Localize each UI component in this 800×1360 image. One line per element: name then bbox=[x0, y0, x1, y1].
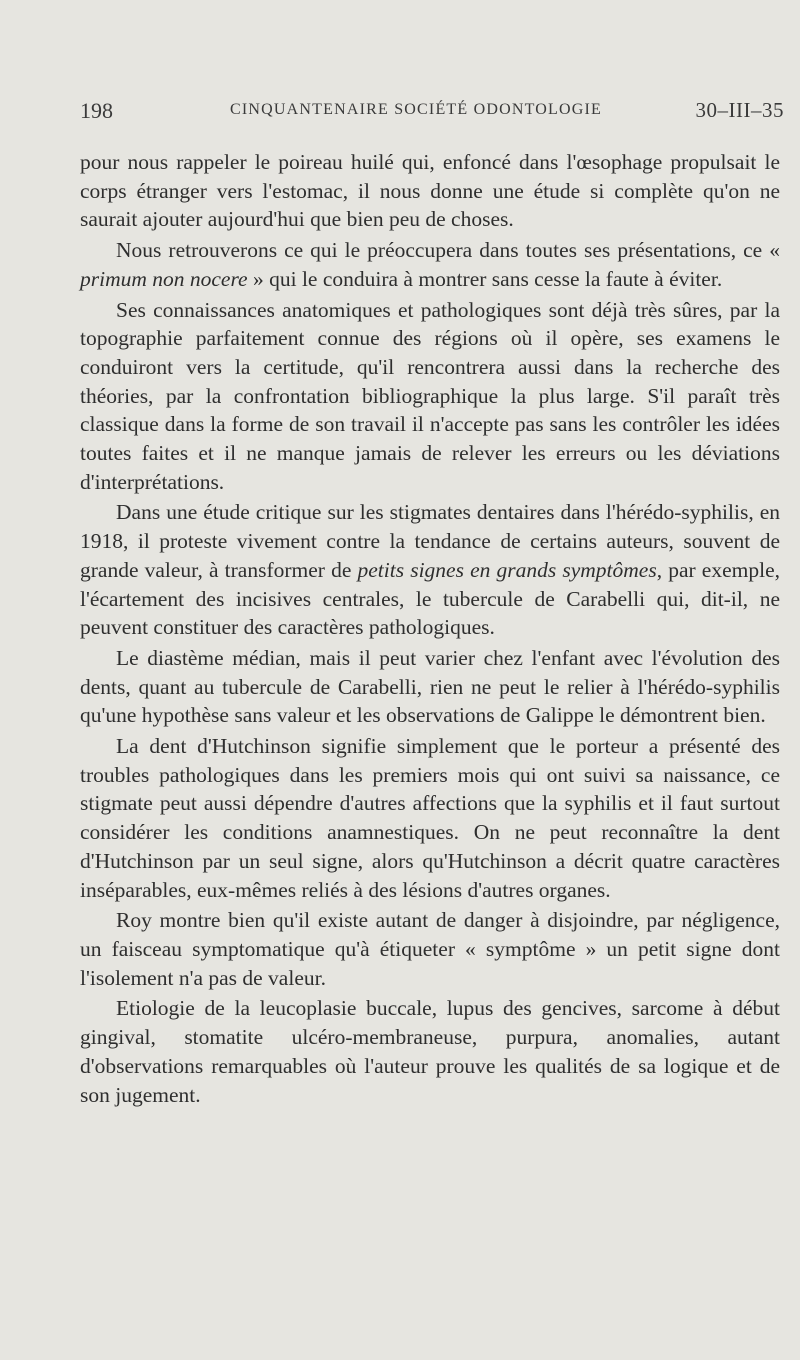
paragraph-7: Roy montre bien qu'il existe autant de danger à disjoindre, par négligence, un faisceau symptomatique qu'à étiqueter « symptôme » un petit signe dont l'isolement n'a pas de valeur. bbox=[80, 908, 780, 990]
issue-date: 30–III–35 bbox=[695, 98, 784, 122]
paragraph-4 bbox=[80, 498, 780, 642]
paragraph-1: pour nous rappeler le poireau huilé qui, enfoncé dans l'œsophage propulsait le corps étranger vers l'estomac, il nous donne une étude si complète qu'on ne saurait ajouter aujourd'hui que bien peu de choses. bbox=[80, 150, 780, 232]
paragraph-2-italic: primum non nocere bbox=[80, 266, 248, 291]
paragraph-2 bbox=[80, 236, 780, 293]
page-number: 198 bbox=[80, 98, 113, 123]
paragraph-4-italic: petits signes en grands symptômes bbox=[357, 557, 657, 582]
paragraph-3: Ses connaissances anatomiques et pathologiques sont déjà très sûres, par la topographie parfaitement connue des régions où il opère, ses examens le conduiront vers la certitude, qu'il rencontrera aussi dans la recherche des théories, par la confrontation bibliographique la plus large. S'il paraît très classique dans la forme de son travail il n'accepte pas sans les contrôler les idées toutes faites et il ne manque jamais de relever les erreurs ou les déviations d'interprétations. bbox=[80, 297, 780, 494]
paragraph-5: Le diastème médian, mais il peut varier chez l'enfant avec l'évolution des dents, quant au tubercule de Carabelli, rien ne peut le relier à l'hérédo-syphilis qu'une hypothèse sans valeur et les observations de Galippe le démontrent bien. bbox=[80, 645, 780, 728]
paragraph-8: Etiologie de la leucoplasie buccale, lupus des gencives, sarcome à début gingival, stomatite ulcéro-membraneuse, purpura, anomalies, autant d'observations remarquables où l'auteur prouve les qualités de sa logique et de son jugement. bbox=[80, 996, 780, 1107]
paragraph-2-after: » qui le conduira à montrer sans cesse la faute à éviter. bbox=[247, 266, 723, 291]
running-title: CINQUANTENAIRE SOCIÉTÉ ODONTOLOGIE bbox=[230, 101, 603, 118]
paragraph-4-after: , par exemple, l'écartement des incisives centrales, le tubercule de Carabelli qui, dit-il, ne peuvent constituer des caractères pathologiques. bbox=[80, 557, 781, 640]
body-text bbox=[80, 148, 780, 1111]
running-header bbox=[80, 98, 784, 128]
paragraph-4-before: Dans une étude critique sur les stigmates dentaires dans l'hérédo-syphilis, en 1918, il proteste vivement contre la tendance de certains auteurs, souvent de grande valeur, à transformer de bbox=[80, 500, 780, 582]
paragraph-6: La dent d'Hutchinson signifie simplement que le porteur a présenté des troubles pathologiques dans les premiers mois qui ont suivi sa naissance, ce stigmate peut aussi dépendre d'autres affections que la syphilis et il faut surtout considérer les conditions anamnestiques. On ne peut reconnaître la dent d'Hutchinson par un seul signe, alors qu'Hutchinson a décrit quatre caractères inséparables, eux-mêmes reliés à des lésions d'autres organes. bbox=[80, 734, 780, 902]
paragraph-2-before: Nous retrouverons ce qui le préoccupera dans toutes ses présentations, ce « bbox=[116, 238, 780, 263]
